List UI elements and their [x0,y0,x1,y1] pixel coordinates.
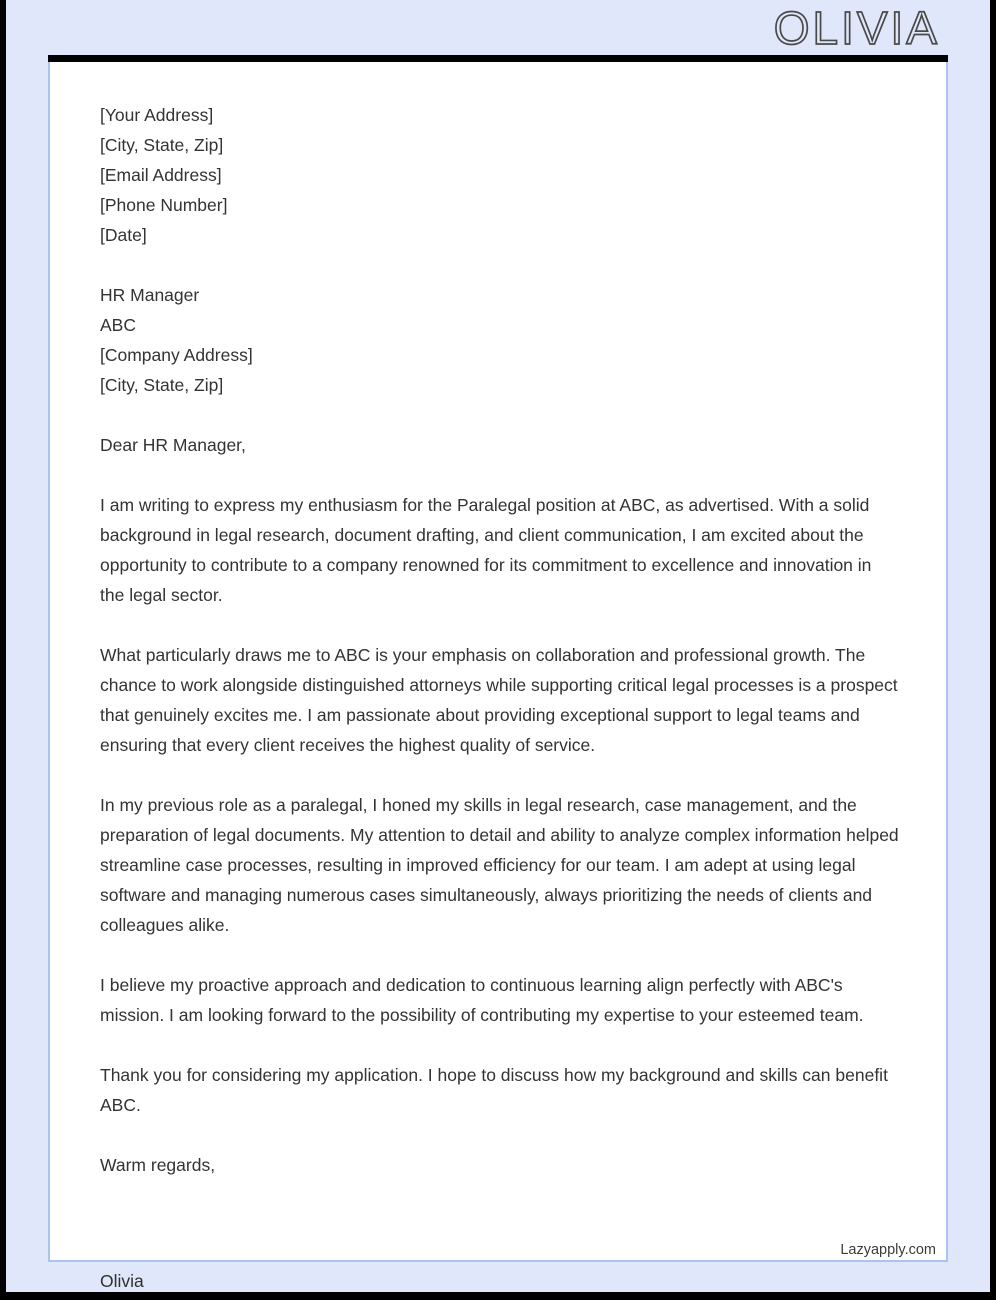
sender-email-line: [Email Address] [100,165,222,185]
sender-city-line: [City, State, Zip] [100,135,224,155]
recipient-title-line: HR Manager [100,285,200,305]
letter-sheet [48,62,948,1262]
sender-address-line: [Your Address] [100,105,214,125]
signature-name: Olivia [100,1271,144,1291]
salutation: Dear HR Manager, [100,435,246,455]
sender-phone-line: [Phone Number] [100,195,228,215]
body-paragraph-4: I believe my proactive approach and dedication to continuous learning align perfectly with ABC's mission. I am looking forward to the possibility of contributing my expertise to your esteemed team. [100,975,864,1025]
body-paragraph-2: What particularly draws me to ABC is your emphasis on collaboration and professional growth. The chance to work alongside distinguished attorneys while supporting critical legal processes is a prospect that genuinely excites me. I am passionate about providing exceptional support to legal teams and ensuring that every client receives the highest quality of service. [100,645,898,755]
bottom-frame-bar [0,1292,996,1300]
recipient-address-line: [Company Address] [100,345,253,365]
body-paragraph-1: I am writing to express my enthusiasm for the Paralegal position at ABC, as advertised. With a solid background in legal research, document drafting, and client communication, I am excited about the opportunity to contribute to a company renowned for its commitment to excellence and innovation in the legal sector. [100,495,872,605]
sender-address-block [100,100,900,250]
brand-logo-text: OLIVIA [773,2,940,54]
recipient-company-line: ABC [100,315,136,335]
watermark-text: Lazyapply.com [840,1242,936,1258]
recipient-block [100,280,900,400]
body-paragraph-3: In my previous role as a paralegal, I honed my skills in legal research, case management, and the preparation of legal documents. My attention to detail and ability to analyze complex information helped streamline case processes, resulting in improved efficiency for our team. I am adept at using legal software and managing numerous cases simultaneously, always prioritizing the needs of clients and colleagues alike. [100,795,899,935]
left-frame-bar [0,0,6,1300]
right-frame-bar [990,0,996,1300]
sender-date-line: [Date] [100,225,147,245]
header-divider-rule [48,55,948,62]
recipient-city-line: [City, State, Zip] [100,375,224,395]
body-paragraph-5: Thank you for considering my application. I hope to discuss how my background and skills can benefit ABC. [100,1065,888,1115]
closing-line: Warm regards, [100,1155,216,1175]
